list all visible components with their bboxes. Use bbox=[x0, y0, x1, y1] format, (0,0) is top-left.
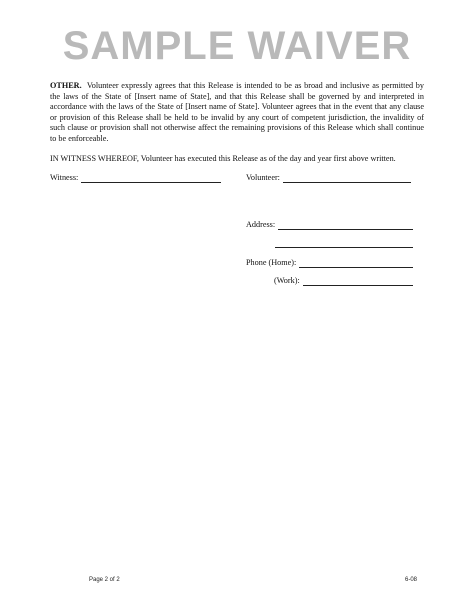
other-clause-text: Volunteer expressly agrees that this Release is intended to be as broad and inclusive as permitted by the laws of the State of [Insert name of State], and that this Release shall be governed by and interpreted in accordance with the laws of the State of [Insert name of State]. Volunteer agrees that in the event that any clause or provision of this Release shall be held to be invalid by any court of competent jurisdiction, the invalidity of such clause or provision shall not otherwise affect the remaining provisions of this Release which shall continue to be enforceable. bbox=[50, 81, 424, 143]
page-number: Page 2 of 2 bbox=[89, 577, 120, 583]
address-field bbox=[246, 220, 413, 230]
volunteer-field bbox=[246, 173, 411, 183]
witness-field bbox=[50, 173, 221, 183]
address-second-line-field bbox=[275, 239, 413, 248]
other-clause-paragraph bbox=[50, 81, 424, 145]
witness-statement: IN WITNESS WHEREOF, Volunteer has executed this Release as of the day and year first above written. bbox=[50, 154, 396, 163]
phone-home-label: Phone (Home): bbox=[246, 258, 297, 267]
phone-work-field bbox=[274, 276, 413, 286]
other-clause-heading: OTHER. bbox=[50, 81, 82, 90]
volunteer-signature-line[interactable] bbox=[283, 174, 411, 183]
phone-home-field bbox=[246, 258, 413, 268]
address-label: Address: bbox=[246, 220, 276, 229]
phone-work-line[interactable] bbox=[303, 277, 413, 286]
volunteer-label: Volunteer: bbox=[246, 173, 280, 182]
witness-signature-line[interactable] bbox=[81, 174, 221, 183]
witness-label: Witness: bbox=[50, 173, 79, 182]
phone-home-line[interactable] bbox=[299, 259, 413, 268]
form-code: 6-08 bbox=[405, 577, 418, 583]
address-line-2[interactable] bbox=[275, 239, 413, 248]
sample-waiver-watermark: SAMPLE WAIVER bbox=[62, 24, 412, 68]
address-line-1[interactable] bbox=[278, 221, 413, 230]
phone-work-label: (Work): bbox=[274, 276, 300, 285]
